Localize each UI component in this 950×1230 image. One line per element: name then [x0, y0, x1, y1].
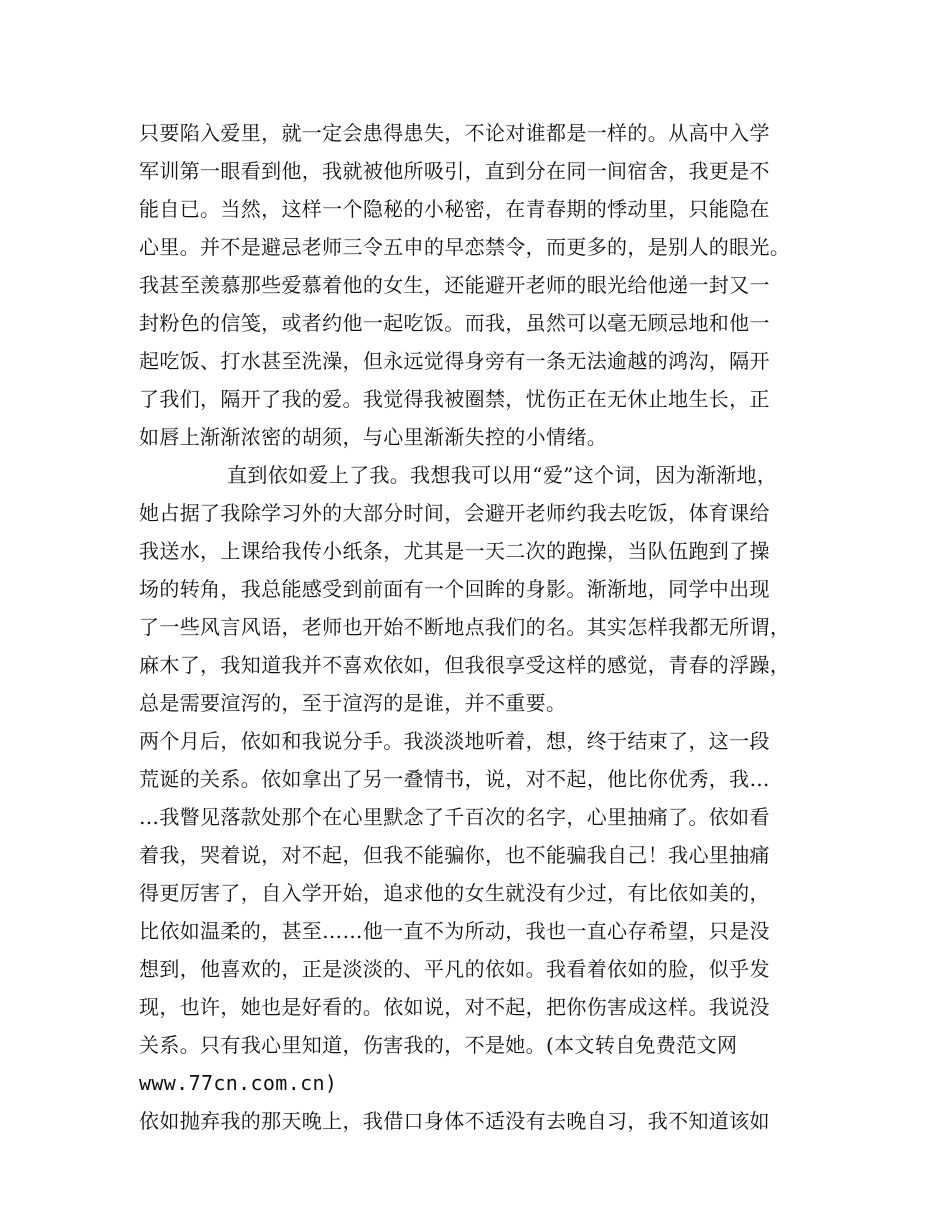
text-line: 我甚至羡慕那些爱慕着他的女生，还能避开老师的眼光给他递一封又一 [139, 273, 770, 297]
text-line: 场的转角，我总能感受到前面有一个回眸的身影。渐渐地，同学中出现 [139, 577, 770, 601]
text-line: 比依如温柔的，甚至……他一直不为所动，我也一直心存希望，只是没 [139, 919, 770, 943]
text-line: 军训第一眼看到他，我就被他所吸引，直到分在同一间宿舍，我更是不 [139, 159, 770, 183]
text-line: 麻木了，我知道我并不喜欢依如，但我很享受这样的感觉，青春的浮躁， [139, 653, 791, 677]
body-text [139, 114, 829, 1140]
text-line: 了一些风言风语，老师也开始不断地点我们的名。其实怎样我都无所谓， [139, 615, 791, 639]
text-line: 荒诞的关系。依如拿出了另一叠情书，说，对不起，他比你优秀，我… [139, 767, 770, 791]
text-line: 封粉色的信笺，或者约他一起吃饭。而我，虽然可以毫无顾忌地和他一 [139, 311, 770, 335]
paragraph-first-line: 两个月后，依如和我说分手。我淡淡地听着，想，终于结束了，这一段 [139, 729, 770, 753]
text-line: 能自已。当然，这样一个隐秘的小秘密，在青春期的悸动里，只能隐在 [139, 197, 770, 221]
text-line: 得更厉害了，自入学开始，追求他的女生就没有少过，有比依如美的， [139, 881, 770, 905]
text-line: 总是需要渲泻的，至于渲泻的是谁，并不重要。 [139, 691, 567, 715]
text-line: 心里。并不是避忌老师三令五申的早恋禁令，而更多的，是别人的眼光。 [139, 235, 791, 259]
text-line: 想到，他喜欢的，正是淡淡的、平凡的依如。我看着依如的脸，似乎发 [139, 957, 770, 981]
text-line: 现，也许，她也是好看的。依如说，对不起，把你伤害成这样。我说没 [139, 995, 770, 1019]
text-line: 了我们，隔开了我的爱。我觉得我被圈禁，忧伤正在无休止地生长，正 [139, 387, 770, 411]
text-line: 关系。只有我心里知道，伤害我的，不是她。(本文转自免费范文网 [139, 1033, 738, 1057]
text-line: 只要陷入爱里，就一定会患得患失，不论对谁都是一样的。从高中入学 [139, 121, 770, 145]
source-url-line: www.77cn.com.cn) [139, 1071, 338, 1095]
text-line: 如唇上渐渐浓密的胡须，与心里渐渐失控的小情绪。 [139, 425, 608, 449]
text-line: 她占据了我除学习外的大部分时间，会避开老师约我去吃饭，体育课给 [139, 501, 770, 525]
text-line: 我送水，上课给我传小纸条，尤其是一天二次的跑操，当队伍跑到了操 [139, 539, 770, 563]
paragraph-first-line: 直到依如爱上了我。我想我可以用“爱”这个词，因为渐渐地， [227, 463, 778, 487]
text-line: 起吃饭、打水甚至洗澡，但永远觉得身旁有一条无法逾越的鸿沟，隔开 [139, 349, 770, 373]
text-line: …我瞥见落款处那个在心里默念了千百次的名字，心里抽痛了。依如看 [139, 805, 770, 829]
paragraph-first-line: 依如抛弃我的那天晚上，我借口身体不适没有去晚自习，我不知道该如 [139, 1109, 770, 1133]
text-line: 着我，哭着说，对不起，但我不能骗你，也不能骗我自己！我心里抽痛 [139, 843, 770, 867]
